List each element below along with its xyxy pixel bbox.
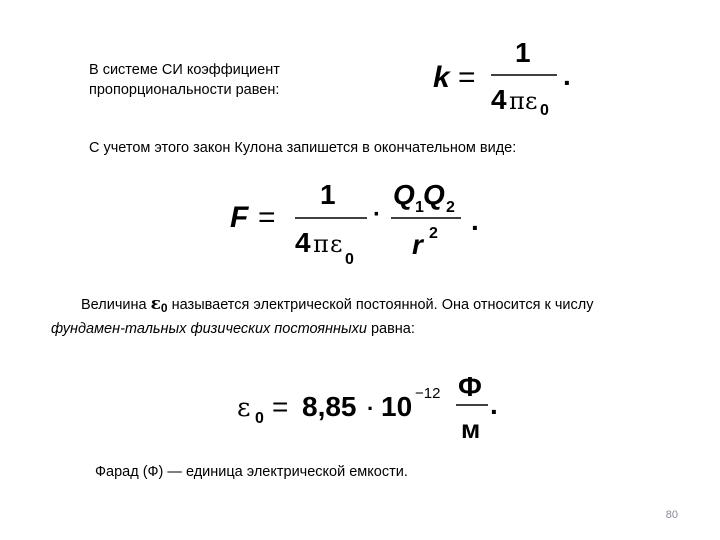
epsilon-symbol: ε bbox=[150, 294, 161, 314]
equals-sign: = bbox=[458, 61, 476, 94]
pi-symbol: π bbox=[313, 230, 329, 258]
multiplication-dot: · bbox=[367, 396, 375, 421]
r-symbol: r bbox=[412, 229, 423, 260]
formula-coulomb-law bbox=[225, 170, 495, 270]
F-symbol: F bbox=[230, 201, 249, 234]
Q1-subscript: 1 bbox=[415, 199, 424, 216]
epsilon-subscript: 0 bbox=[540, 102, 549, 115]
formula-coefficient-k bbox=[425, 35, 595, 115]
formula-electric-constant bbox=[232, 368, 512, 448]
ten-base: 10 bbox=[381, 391, 413, 422]
denominator-four: 4 bbox=[491, 84, 507, 115]
farad-unit: Ф bbox=[458, 371, 482, 402]
period: . bbox=[563, 60, 571, 91]
magnitude-equals-text: равна: bbox=[370, 321, 415, 337]
denominator-four: 4 bbox=[295, 227, 311, 258]
Q2-subscript: 2 bbox=[446, 199, 455, 216]
magnitude-italic-phrase: фундамен-тальных физических постоянныхи bbox=[51, 321, 367, 337]
Q1-symbol: Q bbox=[393, 179, 415, 210]
epsilon-symbol: ε bbox=[330, 230, 343, 258]
epsilon-subscript: 0 bbox=[255, 410, 264, 427]
magnitude-prefix: Величина bbox=[81, 297, 147, 313]
intro-line-2: пропорциональности равен: bbox=[89, 82, 280, 98]
pi-symbol: π bbox=[509, 87, 525, 115]
period: . bbox=[490, 389, 498, 420]
epsilon-subscript: 0 bbox=[345, 251, 354, 268]
r-exponent: 2 bbox=[429, 225, 438, 242]
Q2-symbol: Q bbox=[423, 179, 445, 210]
farad-definition: Фарад (Ф) — единица электрической емкости. bbox=[95, 464, 408, 480]
value: 8,85 bbox=[302, 391, 357, 422]
epsilon-subscript: 0 bbox=[160, 301, 168, 315]
epsilon-symbol: ε bbox=[237, 393, 251, 423]
magnitude-suffix: называется электрической постоянной. Она относится к числу bbox=[171, 297, 594, 313]
ten-exponent: −12 bbox=[415, 385, 441, 402]
coulomb-sentence: С учетом этого закон Кулона запишется в окончательном виде: bbox=[89, 140, 517, 156]
magnitude-line-1 bbox=[81, 294, 593, 315]
equals-sign: = bbox=[258, 201, 276, 234]
multiplication-dot: · bbox=[373, 201, 381, 228]
numerator-one: 1 bbox=[515, 37, 531, 68]
k-symbol: k bbox=[433, 61, 450, 94]
equals-sign: = bbox=[272, 391, 289, 422]
meter-unit: м bbox=[461, 414, 481, 444]
numerator-one: 1 bbox=[320, 179, 336, 210]
intro-line-1: В системе СИ коэффициент bbox=[89, 62, 280, 78]
page-number: 80 bbox=[665, 509, 678, 521]
period: . bbox=[471, 205, 479, 236]
epsilon-symbol: ε bbox=[525, 87, 538, 115]
magnitude-line-2 bbox=[51, 319, 415, 339]
